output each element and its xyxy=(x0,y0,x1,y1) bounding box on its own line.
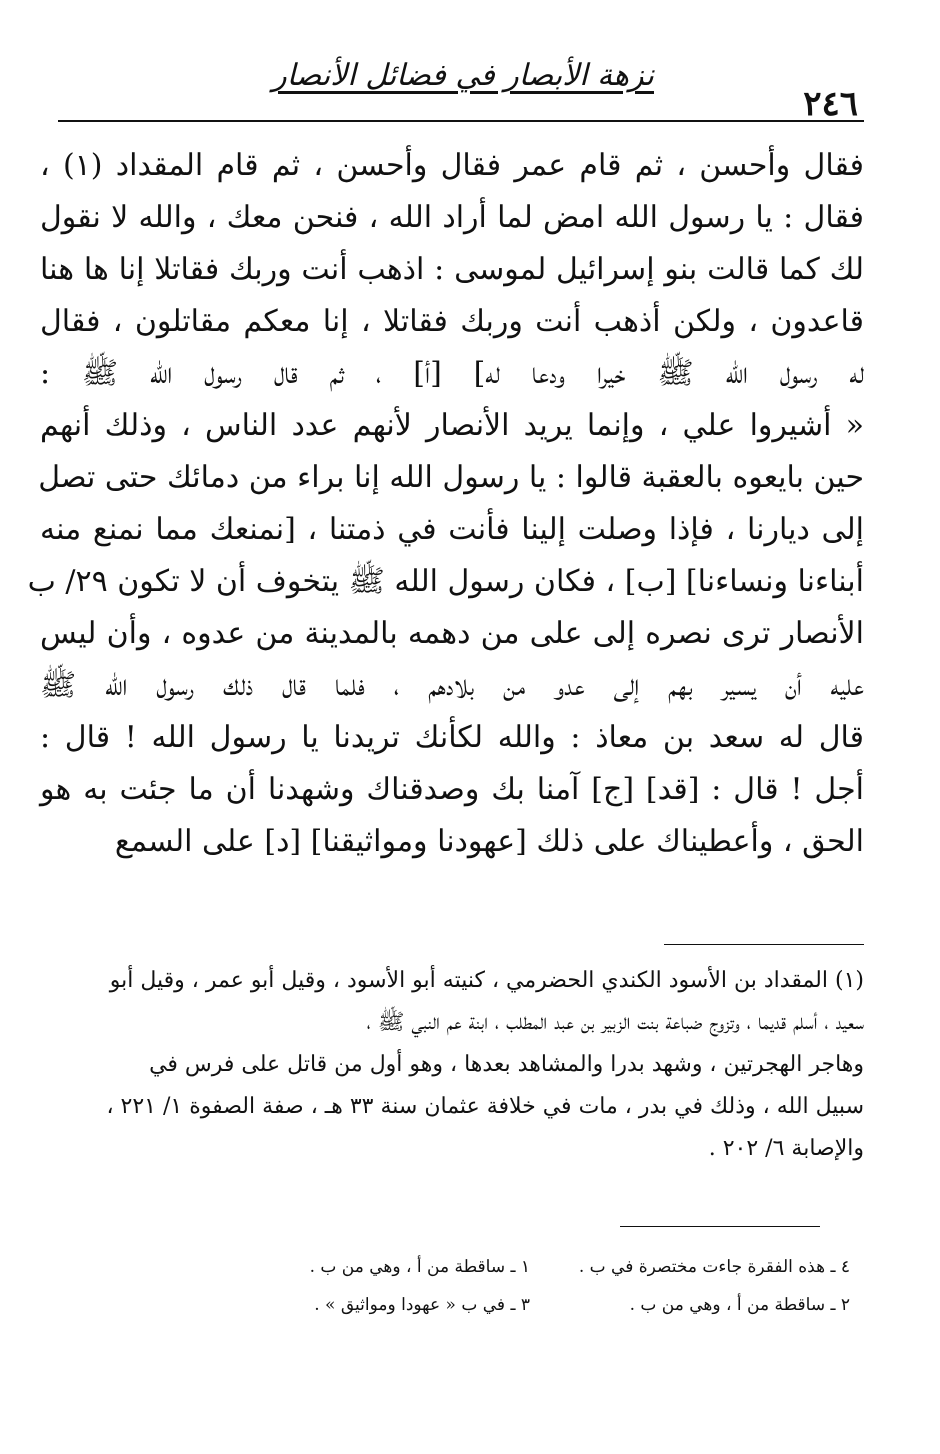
text-line: فقال وأحسن ، ثم قام عمر فقال وأحسن ، ثم قام المقداد (١) ، xyxy=(40,148,864,183)
page-header xyxy=(58,48,858,124)
variants-divider xyxy=(620,1226,820,1227)
footnote-line: (١) المقداد بن الأسود الكندي الحضرمي ، كنيته أبو الأسود ، وقيل أبو عمر ، وقيل أبو xyxy=(109,968,864,993)
header-divider xyxy=(58,120,864,122)
book-title: نزهة الأبصار في فضائل الأنصار xyxy=(272,58,654,93)
footnote-divider xyxy=(664,944,864,945)
footnote-line: والإصابة ٦/ ٢٠٢ . xyxy=(708,1136,864,1161)
text-line: الحق ، وأعطيناك على ذلك [عهودنا ومواثيقنا] [د] على السمع xyxy=(114,824,864,859)
variant-notes xyxy=(250,1248,850,1324)
footnote-line: سعيد ، أسلم قديما ، وتزوج ضباعة بنت الزبير بن عبد المطلب ، ابنة عم النبي ﷺ ، xyxy=(366,1010,864,1035)
text-line: قال له سعد بن معاذ : والله لكأنك تريدنا يا رسول الله ! قال : xyxy=(40,720,864,755)
variant-note: ٤ ـ هذه الفقرة جاءت مختصرة في ب . xyxy=(578,1257,850,1277)
footnote-line: وهاجر الهجرتين ، وشهد بدرا والمشاهد بعدها ، وهو أول من قاتل على فرس في xyxy=(149,1052,864,1077)
footnote xyxy=(40,960,864,1170)
variant-note: ١ ـ ساقطة من أ ، وهي من ب . xyxy=(309,1257,530,1277)
text-line: أبناءنا ونساءنا] [ب] ، فكان رسول الله ﷺ يتخوف أن لا تكون ٢٩/ ب xyxy=(27,564,864,599)
text-line: لك كما قالت بنو إسرائيل لموسى : اذهب أنت وربك فقاتلا إنا ها هنا xyxy=(40,252,864,287)
text-line: إلى ديارنا ، فإذا وصلت إلينا فأنت في ذمتنا ، [نمنعك مما نمنع منه xyxy=(40,512,864,547)
text-line: فقال : يا رسول الله امض لما أراد الله ، فنحن معك ، والله لا نقول xyxy=(40,200,864,235)
page-number: ٢٤٦ xyxy=(803,84,858,124)
text-line: له رسول الله ﷺ خيرا ودعا له] [أ] ، ثم قال رسول الله ﷺ : xyxy=(40,356,864,391)
footnote-line: سبيل الله ، وذلك في بدر ، مات في خلافة عثمان سنة ٣٣ هـ ، صفة الصفوة ١/ ٢٢١ ، xyxy=(106,1094,864,1119)
variant-note: ٢ ـ ساقطة من أ ، وهي من ب . xyxy=(629,1295,850,1315)
main-text xyxy=(27,140,864,868)
text-line: الأنصار ترى نصره إلى على من دهمه بالمدينة من عدوه ، وأن ليس xyxy=(40,616,864,651)
text-line: أجل ! قال : [قد] [ج] آمنا بك وصدقناك وشهدنا أن ما جئت به هو xyxy=(40,772,864,807)
variant-note: ٣ ـ في ب « عهودا ومواثيق » . xyxy=(314,1295,530,1315)
text-line: قاعدون ، ولكن أذهب أنت وربك فقاتلا ، إنا معكم مقاتلون ، فقال xyxy=(40,304,864,339)
text-line: عليه أن يسير بهم إلى عدو من بلادهم ، فلما قال ذلك رسول الله ﷺ xyxy=(40,668,864,703)
text-line: « أشيروا علي ، وإنما يريد الأنصار لأنهم عدد الناس ، وذلك أنهم xyxy=(40,408,864,443)
text-line: حين بايعوه بالعقبة قالوا : يا رسول الله إنا براء من دمائك حتى تصل xyxy=(38,460,864,495)
